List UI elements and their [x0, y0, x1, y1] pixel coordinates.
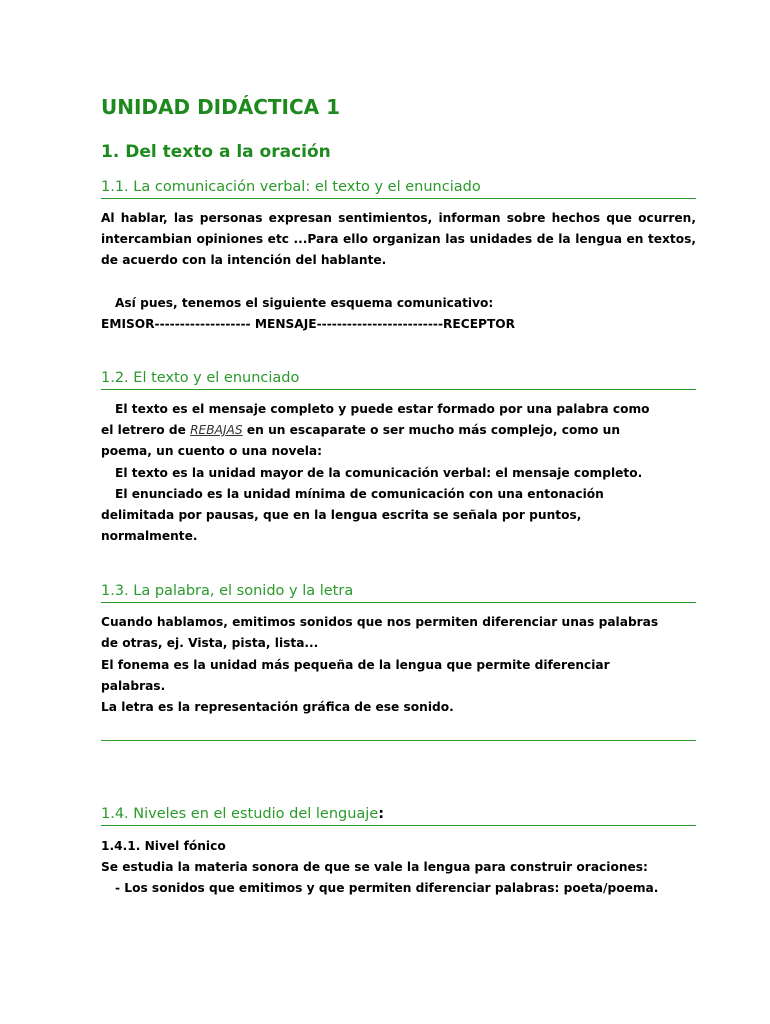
text-line: poema, un cuento o una novela: — [101, 444, 323, 458]
text-fragment: el letrero de — [101, 423, 191, 437]
subsection-heading-1-3: 1.3. La palabra, el sonido y la letra — [101, 581, 696, 603]
text-line-with-link — [101, 420, 620, 441]
heading-colon: : — [378, 806, 385, 822]
subsection-heading-1-4 — [101, 804, 696, 826]
text-line: El texto es la unidad mayor de la comunicación verbal: el mensaje completo. — [115, 466, 643, 480]
communication-schema: EMISOR------------------- MENSAJE-------------------------RECEPTOR — [101, 317, 516, 331]
rebajas-link[interactable]: REBAJAS — [190, 423, 243, 437]
text-fragment: en un escaparate o ser mucho más complejo, como un — [242, 423, 621, 437]
list-item: - Los sonidos que emitimos y que permiten diferenciar palabras: poeta/poema. — [115, 881, 659, 895]
text-line: El texto es el mensaje completo y puede estar formado por una palabra como — [115, 402, 650, 416]
text-line: de otras, ej. Vista, pista, lista... — [101, 636, 319, 650]
subsection-heading-1-1: 1.1. La comunicación verbal: el texto y el enunciado — [101, 177, 696, 199]
paragraph-esquema: Así pues, tenemos el siguiente esquema comunicativo: — [115, 296, 494, 310]
heading-text: 1.4. Niveles en el estudio del lenguaje — [101, 806, 379, 822]
text-line: palabras. — [101, 679, 166, 693]
paragraph-hablar: Al hablar, las personas expresan sentimientos, informan sobre hechos que ocurren, intercambian opiniones etc ...Para ello organizan las unidades de la lengua en textos, de acuerdo con la intención del hablante. — [101, 211, 696, 268]
subsubsection-heading-1-4-1: 1.4.1. Nivel fónico — [101, 839, 226, 853]
text-line: La letra es la representación gráfica de ese sonido. — [101, 700, 454, 714]
text-line: Cuando hablamos, emitimos sonidos que nos permiten diferenciar unas palabras — [101, 615, 659, 629]
section-heading-1: 1. Del texto a la oración — [101, 142, 331, 162]
text-line: El enunciado es la unidad mínima de comunicación con una entonación — [115, 487, 604, 501]
text-line: normalmente. — [101, 529, 198, 543]
page-title: UNIDAD DIDÁCTICA 1 — [101, 95, 340, 119]
subsection-heading-1-2: 1.2. El texto y el enunciado — [101, 368, 696, 390]
text-line: delimitada por pausas, que en la lengua escrita se señala por puntos, — [101, 508, 582, 522]
text-line: El fonema es la unidad más pequeña de la lengua que permite diferenciar — [101, 658, 610, 672]
text-line: Se estudia la materia sonora de que se vale la lengua para construir oraciones: — [101, 860, 648, 874]
section-divider — [101, 740, 696, 741]
